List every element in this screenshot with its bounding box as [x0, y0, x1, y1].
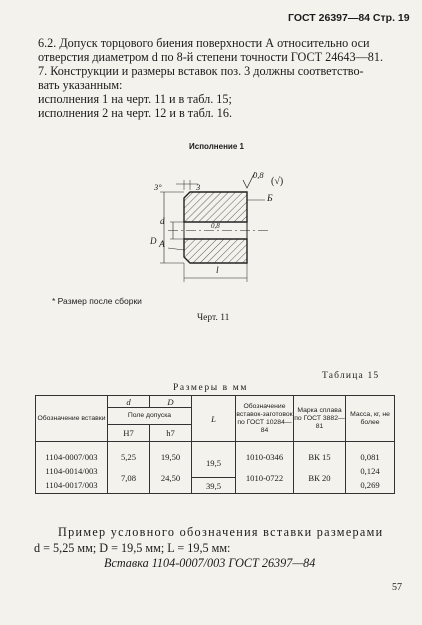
header-blank: Обозначение вставок-заготовок по ГОСТ 10284—84 — [236, 396, 294, 442]
row-3-L: 39,5 — [192, 478, 236, 494]
label-bore-finish: 0,8 — [211, 222, 220, 230]
header-tol-D: h7 — [150, 425, 192, 442]
row-2-designation: 1104-0014/003 — [36, 464, 108, 478]
label-l: l — [216, 266, 219, 276]
row-2-3-d: 7,08 — [108, 464, 150, 494]
header-mass: Масса, кг, не более — [346, 396, 395, 442]
row-1-2-L: 19,5 — [192, 450, 236, 478]
paragraph-7-line4: исполнения 2 на черт. 12 и в табл. 16. — [38, 106, 232, 120]
chamfer-label: 3 — [196, 182, 201, 192]
header-grade: Марка сплава по ГОСТ 3882—81 — [294, 396, 346, 442]
footnote: * Размер после сборки — [52, 296, 142, 306]
paragraph-6-2-line2: отверстия диаметром d по 8-й степени точности ГОСТ 24643—81. — [38, 50, 383, 64]
row-3-designation: 1104-0017/003 — [36, 478, 108, 494]
paragraph-7-line3: исполнения 1 на черт. 11 и в табл. 15; — [38, 92, 232, 106]
example-intro: Пример условного обозначения вставки размерами — [58, 525, 384, 539]
header-D: D — [150, 396, 192, 408]
sizes-table — [35, 395, 395, 494]
paragraph-7-line2: вать указанным: — [38, 78, 123, 92]
row-2-mass: 0,124 — [346, 464, 395, 478]
figure-caption: Черт. 11 — [197, 313, 230, 323]
row-1-blank: 1010-0346 — [236, 450, 294, 464]
drawing-caption: Исполнение 1 — [189, 142, 244, 151]
row-2-3-D: 24,50 — [150, 464, 192, 494]
row-1-mass: 0,081 — [346, 450, 395, 464]
leader-a — [168, 248, 184, 250]
row-1-grade: ВК 15 — [294, 450, 346, 464]
header-tolerance-field: Поле допуска — [108, 408, 192, 425]
page-header: ГОСТ 26397—84 Стр. 19 — [288, 12, 410, 24]
header-d: d — [108, 396, 150, 408]
label-d-small: d — [160, 216, 165, 226]
paragraph-6-2-line1: 6.2. Допуск торцового биения поверхности А относительно оси — [38, 36, 370, 50]
row-1-designation: 1104-0007/003 — [36, 450, 108, 464]
label-d-large: D — [150, 236, 157, 246]
header-L: L — [192, 396, 236, 442]
row-2-3-blank: 1010-0722 — [236, 464, 294, 494]
angle-label: 3° — [154, 182, 162, 192]
header-designation: Обозначение вставки — [36, 396, 108, 442]
paragraph-7-line1: 7. Конструкции и размеры вставок поз. 3 должны соответство- — [38, 64, 364, 78]
body-upper-section — [184, 192, 247, 222]
label-a: А — [159, 240, 165, 250]
surface-finish-note: (√) — [271, 176, 284, 187]
example-designation: Вставка 1104-0007/003 ГОСТ 26397—84 — [104, 556, 316, 570]
example-dimensions: d = 5,25 мм; D = 19,5 мм; L = 19,5 мм: — [34, 541, 231, 555]
table-caption: Размеры в мм — [173, 383, 248, 393]
table-number: Таблица 15 — [322, 371, 380, 381]
surface-finish-value: 0,8 — [253, 170, 264, 180]
row-1-d: 5,25 — [108, 450, 150, 464]
label-b: Б — [267, 194, 273, 204]
row-1-D: 19,50 — [150, 450, 192, 464]
body-lower-section — [184, 239, 247, 263]
page-number: 57 — [392, 582, 402, 593]
row-3-mass: 0,269 — [346, 478, 395, 494]
header-tol-d: H7 — [108, 425, 150, 442]
row-2-3-grade: ВК 20 — [294, 464, 346, 494]
